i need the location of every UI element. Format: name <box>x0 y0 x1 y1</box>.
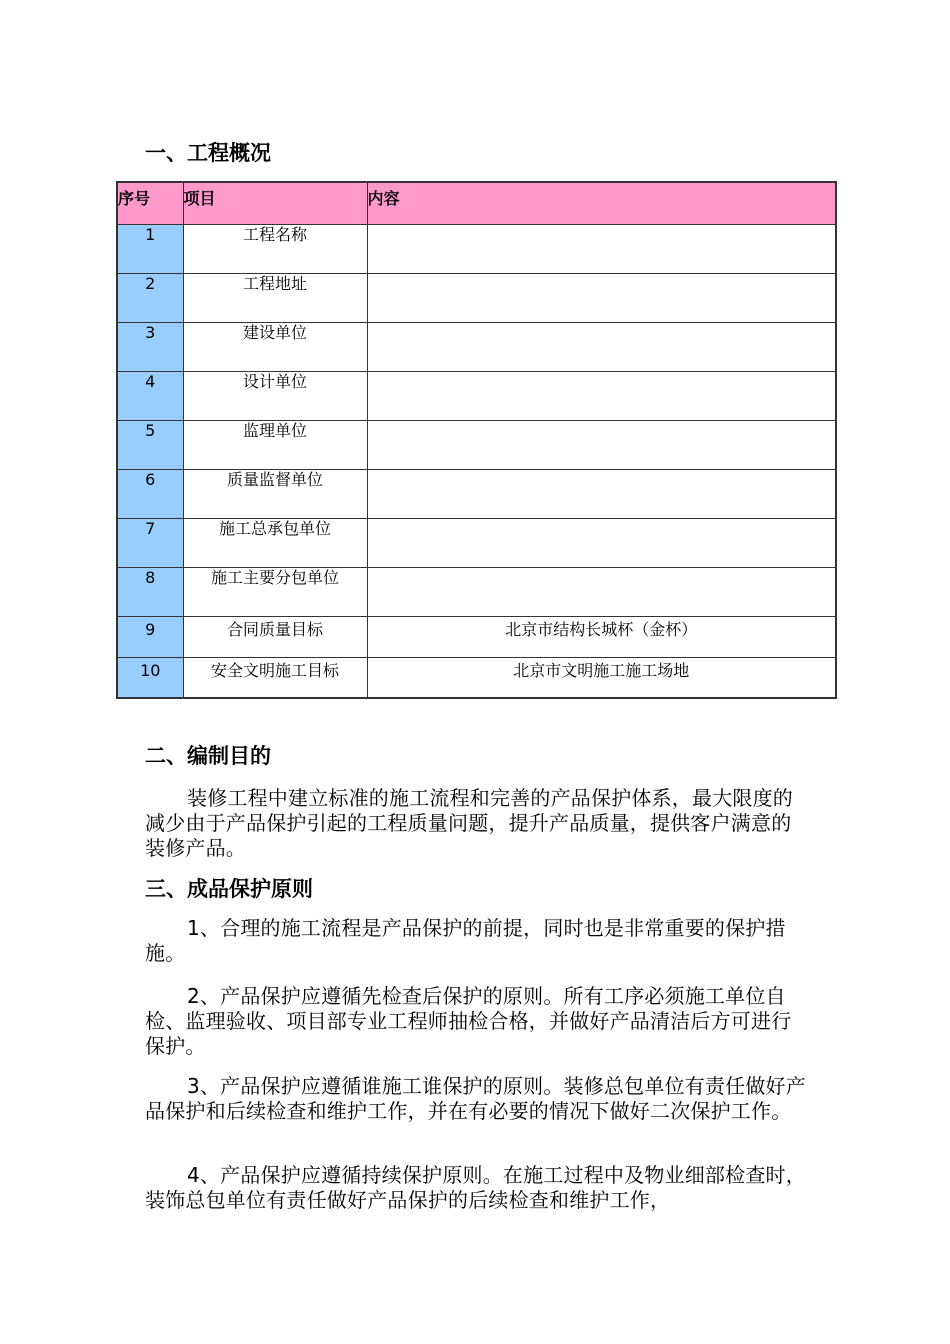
row-item: 安全文明施工目标 <box>183 657 367 698</box>
principle-paragraph-2: 2、产品保护应遵循先检查后保护的原则。所有工序必须施工单位自检、监理验收、项目部专业工程师抽检合格，并做好产品清洁后方可进行保护。 <box>145 984 792 1058</box>
section-heading-purpose: 二、编制目的 <box>145 744 271 768</box>
table-row <box>117 322 836 371</box>
table-row <box>117 469 836 518</box>
row-item: 监理单位 <box>183 420 367 469</box>
row-item: 施工主要分包单位 <box>183 567 367 616</box>
row-index: 10 <box>117 657 183 698</box>
row-item: 合同质量目标 <box>183 616 367 657</box>
row-content <box>367 273 836 322</box>
row-item: 设计单位 <box>183 371 367 420</box>
row-index: 1 <box>117 224 183 273</box>
table-row <box>117 420 836 469</box>
row-content <box>367 469 836 518</box>
row-content <box>367 224 836 273</box>
row-index: 7 <box>117 518 183 567</box>
row-index: 3 <box>117 322 183 371</box>
row-content: 北京市文明施工施工场地 <box>367 657 836 698</box>
table-row <box>117 657 836 698</box>
section-heading-principles: 三、成品保护原则 <box>145 877 313 901</box>
principle-paragraph-4: 4、产品保护应遵循持续保护原则。在施工过程中及物业细部检查时，装饰总包单位有责任做好产品保护的后续检查和维护工作， <box>145 1163 806 1212</box>
row-content: 北京市结构长城杯（金杯） <box>367 616 836 657</box>
row-index: 2 <box>117 273 183 322</box>
row-content <box>367 518 836 567</box>
row-index: 4 <box>117 371 183 420</box>
row-index: 6 <box>117 469 183 518</box>
row-item: 工程地址 <box>183 273 367 322</box>
row-item: 工程名称 <box>183 224 367 273</box>
row-content <box>367 371 836 420</box>
project-overview-table <box>116 181 837 699</box>
row-content <box>367 567 836 616</box>
row-item: 施工总承包单位 <box>183 518 367 567</box>
section-heading-overview: 一、工程概况 <box>145 141 271 165</box>
principle-paragraph-1: 1、合理的施工流程是产品保护的前提，同时也是非常重要的保护措施。 <box>145 916 786 965</box>
row-content <box>367 322 836 371</box>
row-index: 9 <box>117 616 183 657</box>
table-row <box>117 567 836 616</box>
table-row <box>117 616 836 657</box>
row-item: 质量监督单位 <box>183 469 367 518</box>
purpose-paragraph: 装修工程中建立标准的施工流程和完善的产品保护体系，最大限度的减少由于产品保护引起的工程质量问题，提升产品质量，提供客户满意的装修产品。 <box>145 786 793 860</box>
header-index: 序号 <box>117 182 183 224</box>
table-row <box>117 371 836 420</box>
table-row <box>117 518 836 567</box>
table-row <box>117 273 836 322</box>
row-index: 5 <box>117 420 183 469</box>
header-content: 内容 <box>367 182 836 224</box>
principle-paragraph-3: 3、产品保护应遵循谁施工谁保护的原则。装修总包单位有责任做好产品保护和后续检查和维护工作，并在有必要的情况下做好二次保护工作。 <box>145 1074 806 1123</box>
row-index: 8 <box>117 567 183 616</box>
row-content <box>367 420 836 469</box>
table-row <box>117 224 836 273</box>
row-item: 建设单位 <box>183 322 367 371</box>
header-item: 项目 <box>183 182 367 224</box>
table-header-row <box>117 182 836 224</box>
